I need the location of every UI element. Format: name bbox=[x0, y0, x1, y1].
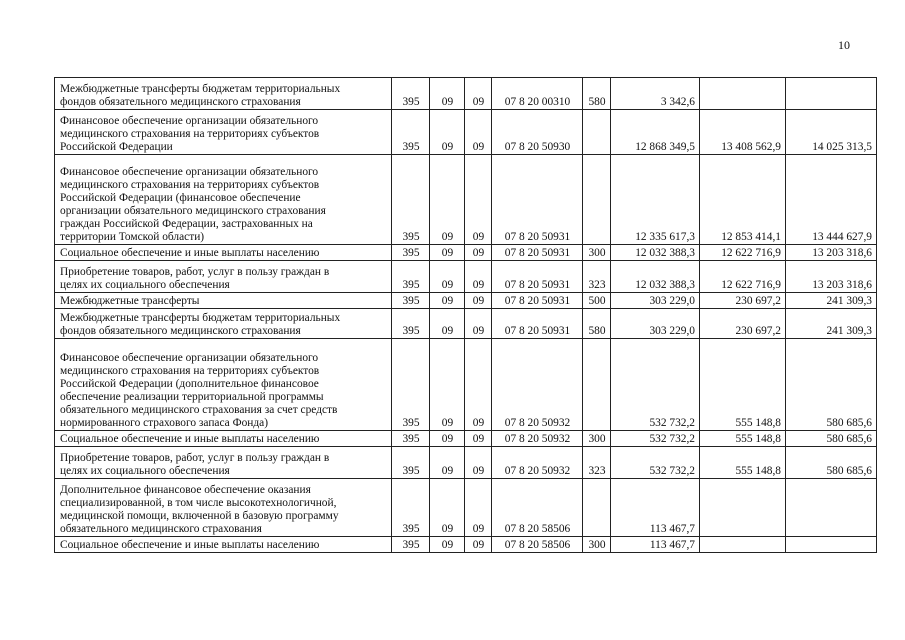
amount-year-3: 13 444 627,9 bbox=[786, 155, 877, 245]
expense-type-code: 300 bbox=[583, 431, 611, 447]
section-code: 09 bbox=[430, 309, 465, 339]
admin-code: 395 bbox=[392, 537, 430, 553]
admin-code: 395 bbox=[392, 245, 430, 261]
row-name: Дополнительное финансовое обеспечение оказания специализированной, в том числе высокотехнологичной, медицинской помощи, включенной в базовую программу обязательного медицинского страхования bbox=[55, 479, 392, 537]
amount-year-3: 580 685,6 bbox=[786, 431, 877, 447]
amount-year-1: 113 467,7 bbox=[611, 537, 700, 553]
admin-code: 395 bbox=[392, 78, 430, 110]
amount-year-3 bbox=[786, 78, 877, 110]
amount-year-1: 12 335 617,3 bbox=[611, 155, 700, 245]
subsection-code: 09 bbox=[465, 261, 492, 293]
admin-code: 395 bbox=[392, 431, 430, 447]
amount-year-2: 555 148,8 bbox=[700, 339, 786, 431]
target-article-code: 07 8 20 00310 bbox=[492, 78, 583, 110]
amount-year-1: 532 732,2 bbox=[611, 431, 700, 447]
expense-type-code: 300 bbox=[583, 245, 611, 261]
expense-type-code: 500 bbox=[583, 293, 611, 309]
subsection-code: 09 bbox=[465, 339, 492, 431]
amount-year-1: 3 342,6 bbox=[611, 78, 700, 110]
admin-code: 395 bbox=[392, 155, 430, 245]
expense-type-code: 300 bbox=[583, 537, 611, 553]
amount-year-2: 555 148,8 bbox=[700, 431, 786, 447]
expense-type-code: 580 bbox=[583, 78, 611, 110]
amount-year-3: 241 309,3 bbox=[786, 293, 877, 309]
subsection-code: 09 bbox=[465, 155, 492, 245]
amount-year-3: 580 685,6 bbox=[786, 339, 877, 431]
subsection-code: 09 bbox=[465, 110, 492, 155]
subsection-code: 09 bbox=[465, 245, 492, 261]
amount-year-2 bbox=[700, 78, 786, 110]
amount-year-3: 13 203 318,6 bbox=[786, 245, 877, 261]
target-article-code: 07 8 20 50932 bbox=[492, 339, 583, 431]
target-article-code: 07 8 20 50932 bbox=[492, 431, 583, 447]
section-code: 09 bbox=[430, 479, 465, 537]
section-code: 09 bbox=[430, 261, 465, 293]
amount-year-1: 12 032 388,3 bbox=[611, 245, 700, 261]
amount-year-3: 14 025 313,5 bbox=[786, 110, 877, 155]
amount-year-3: 241 309,3 bbox=[786, 309, 877, 339]
table-row bbox=[55, 78, 877, 110]
target-article-code: 07 8 20 50931 bbox=[492, 261, 583, 293]
section-code: 09 bbox=[430, 339, 465, 431]
amount-year-3 bbox=[786, 479, 877, 537]
target-article-code: 07 8 20 58506 bbox=[492, 537, 583, 553]
amount-year-1: 532 732,2 bbox=[611, 339, 700, 431]
table-row bbox=[55, 431, 877, 447]
subsection-code: 09 bbox=[465, 537, 492, 553]
admin-code: 395 bbox=[392, 261, 430, 293]
expense-type-code bbox=[583, 110, 611, 155]
subsection-code: 09 bbox=[465, 447, 492, 479]
table-row bbox=[55, 293, 877, 309]
admin-code: 395 bbox=[392, 110, 430, 155]
amount-year-1: 113 467,7 bbox=[611, 479, 700, 537]
expense-type-code bbox=[583, 339, 611, 431]
admin-code: 395 bbox=[392, 447, 430, 479]
row-name: Социальное обеспечение и иные выплаты населению bbox=[55, 537, 392, 553]
row-name: Приобретение товаров, работ, услуг в пользу граждан в целях их социального обеспечения bbox=[55, 261, 392, 293]
table-row bbox=[55, 447, 877, 479]
amount-year-2: 12 853 414,1 bbox=[700, 155, 786, 245]
section-code: 09 bbox=[430, 245, 465, 261]
target-article-code: 07 8 20 50931 bbox=[492, 155, 583, 245]
subsection-code: 09 bbox=[465, 309, 492, 339]
row-name: Приобретение товаров, работ, услуг в пользу граждан в целях их социального обеспечения bbox=[55, 447, 392, 479]
amount-year-3: 580 685,6 bbox=[786, 447, 877, 479]
admin-code: 395 bbox=[392, 293, 430, 309]
subsection-code: 09 bbox=[465, 78, 492, 110]
admin-code: 395 bbox=[392, 309, 430, 339]
amount-year-3 bbox=[786, 537, 877, 553]
target-article-code: 07 8 20 50930 bbox=[492, 110, 583, 155]
target-article-code: 07 8 20 50931 bbox=[492, 309, 583, 339]
amount-year-1: 12 032 388,3 bbox=[611, 261, 700, 293]
row-name: Финансовое обеспечение организации обязательного медицинского страхования на территориях субъектов Российской Федерации bbox=[55, 110, 392, 155]
table-row bbox=[55, 110, 877, 155]
row-name: Межбюджетные трансферты bbox=[55, 293, 392, 309]
expense-type-code bbox=[583, 155, 611, 245]
table-row bbox=[55, 261, 877, 293]
expense-type-code: 323 bbox=[583, 447, 611, 479]
page-number: 10 bbox=[838, 38, 850, 52]
row-name: Финансовое обеспечение организации обязательного медицинского страхования на территориях субъектов Российской Федерации (финансовое обеспечение организации обязательного медицинского страхования граждан Российской Федерации, застрахованных на территории Томской области) bbox=[55, 155, 392, 245]
table-row bbox=[55, 155, 877, 245]
expense-type-code: 323 bbox=[583, 261, 611, 293]
section-code: 09 bbox=[430, 447, 465, 479]
target-article-code: 07 8 20 50932 bbox=[492, 447, 583, 479]
table-row bbox=[55, 245, 877, 261]
amount-year-2: 555 148,8 bbox=[700, 447, 786, 479]
amount-year-1: 12 868 349,5 bbox=[611, 110, 700, 155]
row-name: Социальное обеспечение и иные выплаты населению bbox=[55, 245, 392, 261]
amount-year-1: 532 732,2 bbox=[611, 447, 700, 479]
amount-year-1: 303 229,0 bbox=[611, 309, 700, 339]
section-code: 09 bbox=[430, 155, 465, 245]
amount-year-2: 12 622 716,9 bbox=[700, 261, 786, 293]
amount-year-2 bbox=[700, 479, 786, 537]
table-row bbox=[55, 309, 877, 339]
section-code: 09 bbox=[430, 293, 465, 309]
amount-year-1: 303 229,0 bbox=[611, 293, 700, 309]
amount-year-2: 230 697,2 bbox=[700, 293, 786, 309]
row-name: Финансовое обеспечение организации обязательного медицинского страхования на территориях субъектов Российской Федерации (дополнительное финансовое обеспечение реализации территориальной программы обязательного медицинского страхования за счет средств нормированного страхового запаса Фонда) bbox=[55, 339, 392, 431]
amount-year-2: 13 408 562,9 bbox=[700, 110, 786, 155]
budget-table bbox=[54, 77, 877, 553]
subsection-code: 09 bbox=[465, 431, 492, 447]
target-article-code: 07 8 20 58506 bbox=[492, 479, 583, 537]
admin-code: 395 bbox=[392, 339, 430, 431]
amount-year-2 bbox=[700, 537, 786, 553]
section-code: 09 bbox=[430, 431, 465, 447]
table-row bbox=[55, 537, 877, 553]
section-code: 09 bbox=[430, 78, 465, 110]
amount-year-2: 12 622 716,9 bbox=[700, 245, 786, 261]
row-name: Межбюджетные трансферты бюджетам территориальных фондов обязательного медицинского страхования bbox=[55, 78, 392, 110]
table-row bbox=[55, 479, 877, 537]
row-name: Социальное обеспечение и иные выплаты населению bbox=[55, 431, 392, 447]
expense-type-code: 580 bbox=[583, 309, 611, 339]
row-name: Межбюджетные трансферты бюджетам территориальных фондов обязательного медицинского страхования bbox=[55, 309, 392, 339]
subsection-code: 09 bbox=[465, 479, 492, 537]
expense-type-code bbox=[583, 479, 611, 537]
admin-code: 395 bbox=[392, 479, 430, 537]
table-row bbox=[55, 339, 877, 431]
section-code: 09 bbox=[430, 537, 465, 553]
section-code: 09 bbox=[430, 110, 465, 155]
amount-year-2: 230 697,2 bbox=[700, 309, 786, 339]
subsection-code: 09 bbox=[465, 293, 492, 309]
amount-year-3: 13 203 318,6 bbox=[786, 261, 877, 293]
target-article-code: 07 8 20 50931 bbox=[492, 293, 583, 309]
target-article-code: 07 8 20 50931 bbox=[492, 245, 583, 261]
